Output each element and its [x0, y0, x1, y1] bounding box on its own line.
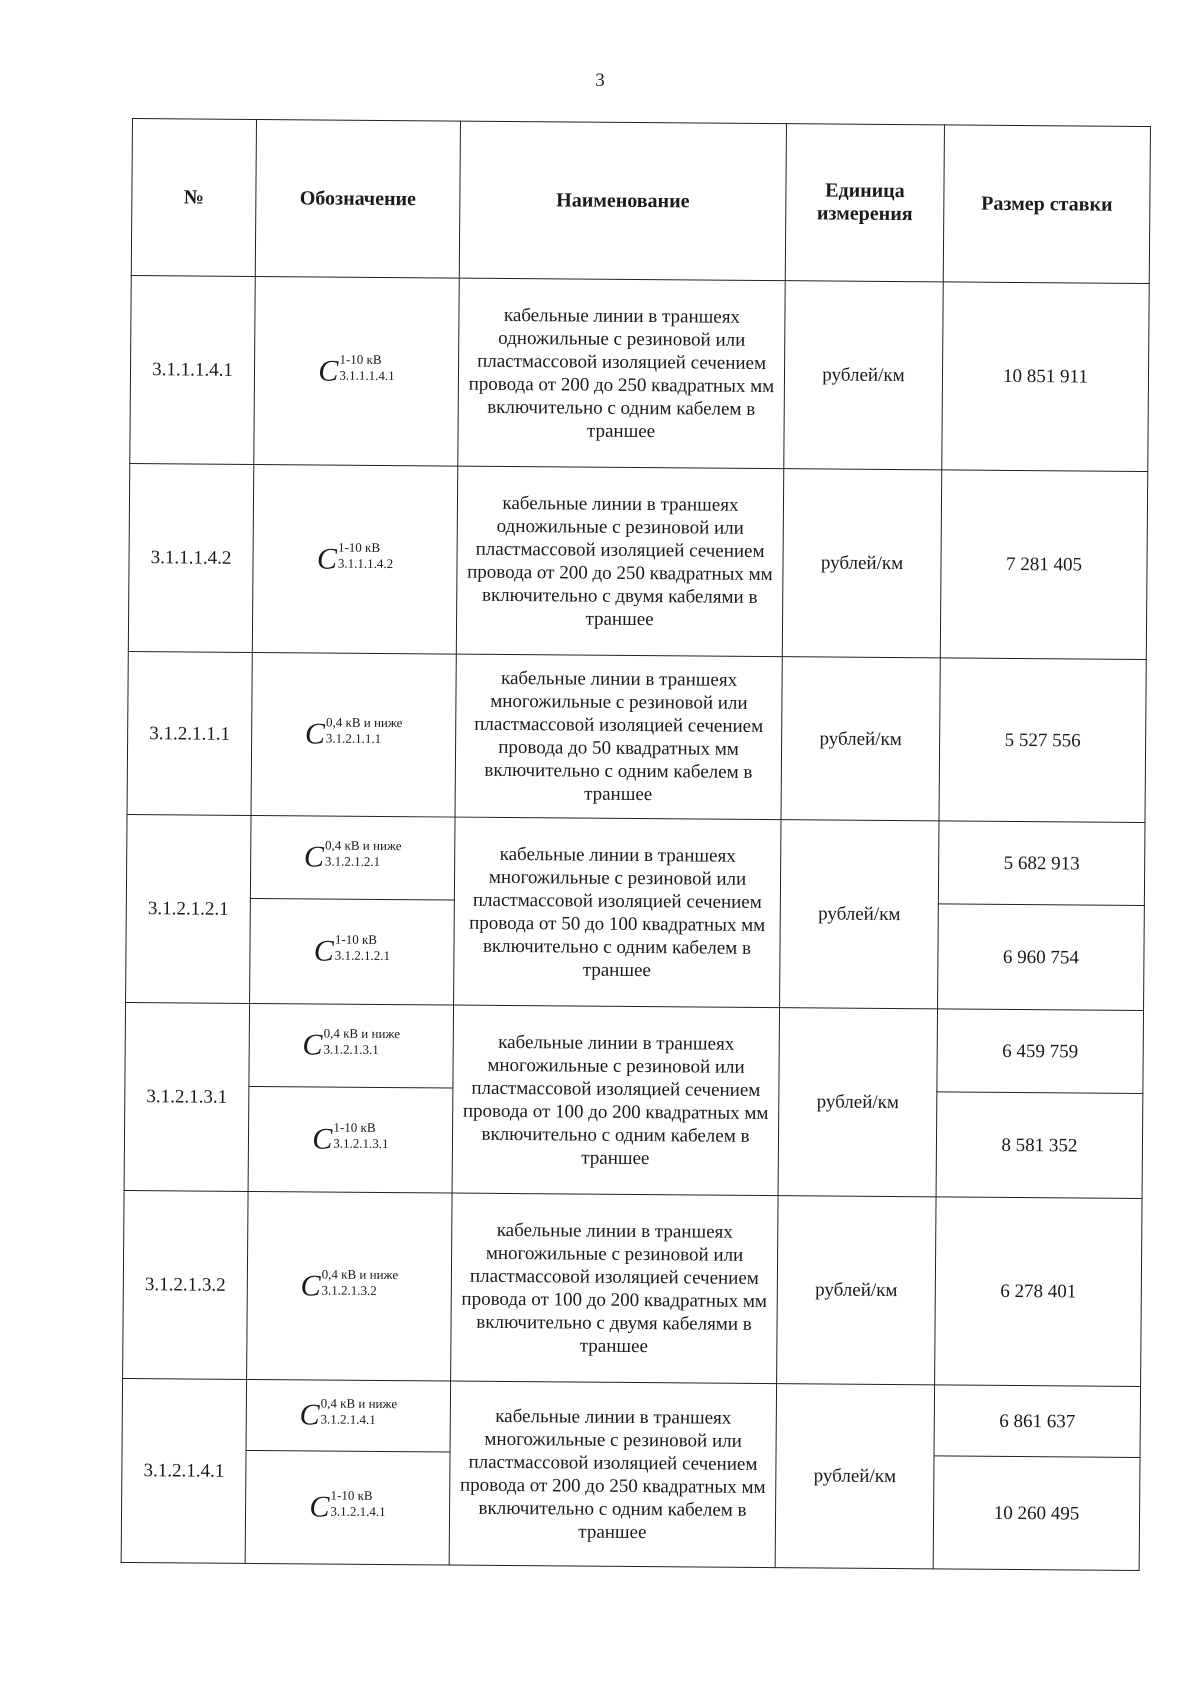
- rate-value: 8 581 352: [936, 1092, 1143, 1199]
- rate-value: 5 682 913: [938, 821, 1145, 906]
- rate-code: C 0,4 кВ и ниже 3.1.2.1.3.1: [302, 1025, 401, 1062]
- row-number: 3.1.2.1.1.1: [127, 651, 252, 815]
- header-row: [131, 119, 1150, 284]
- code-index: 3.1.2.1.2.1: [334, 947, 391, 964]
- unit-cell: рублей/км: [780, 820, 939, 1009]
- rate-value: 10 851 911: [942, 282, 1149, 472]
- rate-code: C 1-10 кВ 3.1.2.1.2.1: [313, 931, 391, 968]
- name-cell: кабельные линии в траншеях многожильные с резиновой или пластмассовой изоляцией сечением провода от 100 до 200 квадратных мм включительно с одним кабелем в траншее: [452, 1005, 779, 1196]
- code-index: 3.1.2.1.3.1: [323, 1041, 379, 1057]
- code-voltage: 0,4 кВ и ниже: [320, 1395, 398, 1412]
- name-cell: кабельные линии в траншеях одножильные с резиновой или пластмассовой изоляцией сечением провода от 200 до 250 квадратных мм включительно с двумя кабелями в траншее: [456, 466, 783, 657]
- code-cell: [250, 898, 455, 1005]
- unit-cell: рублей/км: [782, 469, 941, 658]
- code-voltage: 0,4 кВ и ниже: [321, 1266, 399, 1282]
- name-cell: кабельные линии в траншеях одножильные с резиновой или пластмассовой изоляцией сечением провода от 200 до 250 квадратных мм включительно с одним кабелем в траншее: [458, 278, 785, 469]
- table-row: [122, 1378, 1141, 1457]
- rate-code: C 1-10 кВ 3.1.1.1.4.2: [316, 539, 394, 576]
- rate-code: C 0,4 кВ и ниже 3.1.2.1.4.1: [299, 1395, 398, 1432]
- rate-code: C 1-10 кВ 3.1.2.1.3.1: [312, 1119, 389, 1156]
- rate-value: 6 960 754: [938, 904, 1145, 1011]
- code-voltage: 0,4 кВ и ниже: [325, 837, 402, 854]
- code-cell: [248, 1086, 453, 1193]
- row-number: 3.1.1.1.4.2: [128, 463, 253, 652]
- table-row: [125, 1002, 1144, 1093]
- unit-cell: рублей/км: [781, 657, 940, 821]
- table-row: [123, 1190, 1142, 1386]
- table-row: [126, 814, 1145, 905]
- code-cell: [250, 815, 455, 900]
- row-number: 3.1.2.1.3.2: [123, 1190, 248, 1379]
- header-num: №: [131, 119, 256, 277]
- code-index: 3.1.2.1.4.1: [330, 1503, 386, 1520]
- table-row: [130, 275, 1149, 471]
- rate-value: 10 260 495: [933, 1456, 1140, 1571]
- code-voltage: 1-10 кВ: [337, 539, 381, 555]
- name-cell: кабельные линии в траншеях многожильные с резиновой или пластмассовой изоляцией сечением провода до 50 квадратных мм включительно с одним кабелем в траншее: [455, 654, 782, 820]
- rate-code: C 0,4 кВ и ниже 3.1.2.1.1.1: [304, 714, 403, 751]
- rate-value: 7 281 405: [940, 470, 1147, 660]
- header-unit: Единица измерения: [785, 124, 944, 282]
- code-cell: [252, 464, 457, 654]
- rates-table: [121, 118, 1151, 1571]
- rate-code: C 0,4 кВ и ниже 3.1.2.1.2.1: [303, 837, 402, 874]
- table-row: [128, 463, 1147, 659]
- rate-code: C 0,4 кВ и ниже 3.1.2.1.3.2: [300, 1266, 399, 1303]
- rate-value: 5 527 556: [939, 658, 1146, 823]
- header-code: Обозначение: [255, 119, 460, 278]
- unit-cell: рублей/км: [784, 281, 943, 470]
- code-voltage: 0,4 кВ и ниже: [325, 714, 403, 731]
- rate-code: C 1-10 кВ 3.1.2.1.4.1: [309, 1487, 386, 1524]
- header-rate: Размер ставки: [943, 125, 1150, 284]
- code-voltage: 1-10 кВ: [339, 351, 382, 367]
- header-name: Наименование: [459, 121, 786, 281]
- code-cell: [249, 1003, 454, 1088]
- code-index: 3.1.1.1.4.2: [337, 555, 394, 571]
- page-number: 3: [595, 70, 605, 91]
- code-index: 3.1.2.1.2.1: [324, 853, 381, 869]
- name-cell: кабельные линии в траншеях многожильные с резиновой или пластмассовой изоляцией сечением провода от 200 до 250 квадратных мм включительно с одним кабелем в траншее: [449, 1381, 776, 1568]
- code-index: 3.1.2.1.1.1: [325, 730, 382, 746]
- code-cell: [245, 1450, 450, 1565]
- rate-value: 6 861 637: [934, 1385, 1141, 1458]
- code-voltage: 1-10 кВ: [333, 1119, 376, 1135]
- row-number: 3.1.1.1.4.1: [130, 275, 255, 464]
- code-index: 3.1.2.1.3.1: [333, 1135, 389, 1152]
- code-voltage: 1-10 кВ: [334, 931, 378, 947]
- code-voltage: 0,4 кВ и ниже: [323, 1025, 401, 1042]
- code-cell: [251, 652, 456, 817]
- row-number: 3.1.2.1.4.1: [121, 1378, 246, 1563]
- unit-cell: рублей/км: [775, 1384, 934, 1569]
- code-cell: [254, 276, 459, 466]
- code-cell: [246, 1379, 451, 1452]
- name-cell: кабельные линии в траншеях многожильные с резиновой или пластмассовой изоляцией сечением провода от 100 до 200 квадратных мм включительно с двумя кабелями в траншее: [451, 1193, 778, 1384]
- unit-cell: рублей/км: [778, 1008, 937, 1197]
- row-number: 3.1.2.1.3.1: [124, 1002, 249, 1191]
- code-index: 3.1.2.1.4.1: [320, 1411, 376, 1427]
- code-index: 3.1.2.1.3.2: [321, 1282, 377, 1298]
- unit-cell: рублей/км: [777, 1196, 936, 1385]
- table-row: [127, 651, 1146, 822]
- code-voltage: 1-10 кВ: [330, 1487, 373, 1503]
- row-number: 3.1.2.1.2.1: [126, 814, 251, 1003]
- rate-code: C 1-10 кВ 3.1.1.1.4.1: [318, 351, 395, 388]
- name-cell: кабельные линии в траншеях многожильные с резиновой или пластмассовой изоляцией сечением провода от 50 до 100 квадратных мм включительно с одним кабелем в траншее: [454, 817, 781, 1008]
- rate-value: 6 459 759: [937, 1009, 1144, 1094]
- code-index: 3.1.1.1.4.1: [339, 367, 395, 383]
- code-cell: [247, 1191, 452, 1381]
- rate-value: 6 278 401: [935, 1197, 1142, 1387]
